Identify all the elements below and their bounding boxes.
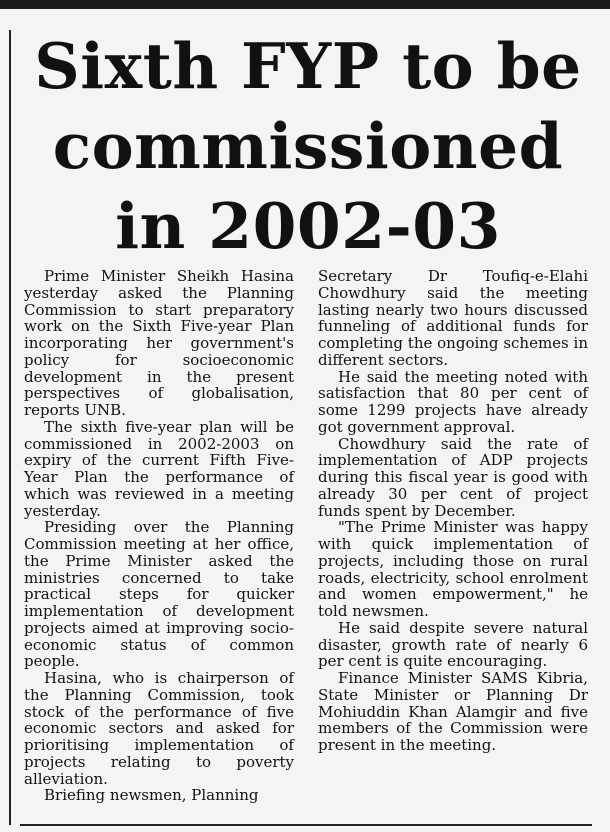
paragraph: The sixth five-year plan will be commissioned in 2002-2003 on expiry of the current Fifth Five-Year Plan the performance of which was reviewed in a meeting yesterday. <box>24 417 294 520</box>
paragraph-continued: Secretary Dr Toufiq-e-Elahi Chowdhury said the meeting lasting nearly two hours discussed funneling of additional funds for completing the ongoing schemes in different sectors. <box>318 267 588 369</box>
paragraph: Chowdhury said the rate of implementation of ADP projects during this fiscal year is good with already 30 per cent of project funds spent by December. <box>318 434 588 520</box>
paragraph: Finance Minister SAMS Kibria, State Minister or Planning Dr Mohiuddin Khan Alamgir and five members of the Commission were present in the meeting. <box>318 669 588 754</box>
paragraph: He said the meeting noted with satisfaction that 80 per cent of some 1299 projects have already got government approval. <box>318 367 588 436</box>
headline: Sixth FYP to be commissioned in 2002-03 <box>34 29 582 263</box>
paragraph: "The Prime Minister was happy with quick implementation of projects, including those on rural roads, electricity, school enrolment and women empowerment," he told newsmen. <box>318 518 588 620</box>
paragraph: Prime Minister Sheikh Hasina yesterday asked the Planning Commission to start preparatory work on the Sixth Five-year Plan incorporating her government's policy for socioeconomic development in the present perspectives of globalisation, reports UNB. <box>24 267 294 419</box>
paragraph: Hasina, who is chairperson of the Planning Commission, took stock of the performance of five economic sectors and asked for prioritising implementation of projects relating to poverty alleviation. <box>24 669 294 788</box>
paragraph: He said despite severe natural disaster, growth rate of nearly 6 per cent is quite encouraging. <box>318 618 588 671</box>
article-column-left <box>24 268 294 804</box>
left-column-rule <box>9 30 11 825</box>
paragraph: Briefing newsmen, Planning <box>44 786 259 805</box>
article-column-right <box>318 268 588 754</box>
bottom-rule <box>20 824 592 826</box>
top-border-bar <box>0 0 610 9</box>
paragraph: Presiding over the Planning Commission meeting at her office, the Prime Minister asked the ministries concerned to take practical steps for quicker implementation of development projects aimed at improving socio-economic status of common people. <box>24 518 294 671</box>
